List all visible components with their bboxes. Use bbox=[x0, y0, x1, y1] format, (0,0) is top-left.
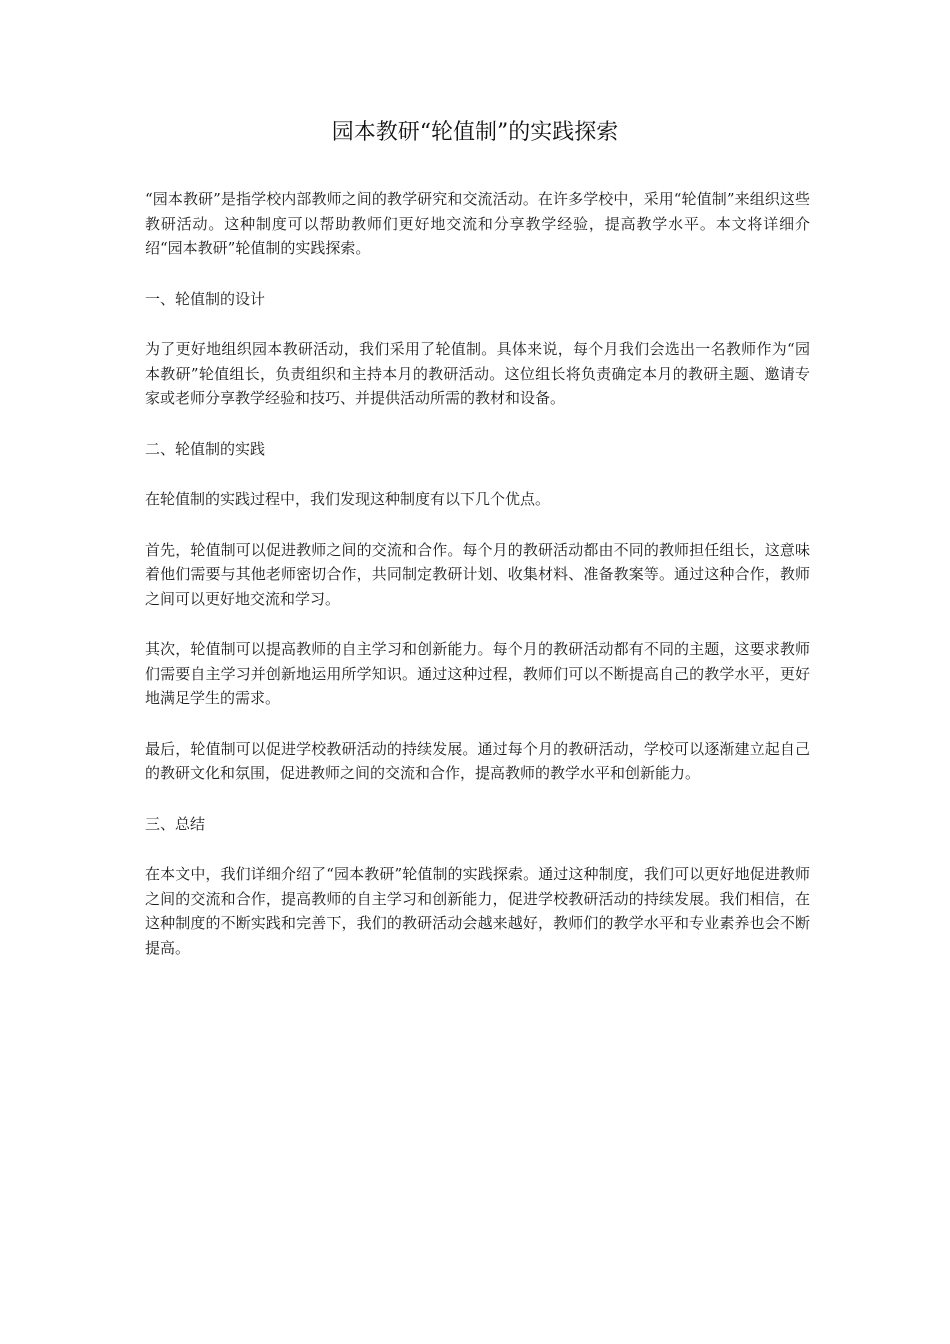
summary-paragraph: 在本文中，我们详细介绍了“园本教研”轮值制的实践探索。通过这种制度，我们可以更好地促进教师之间的交流和合作，提高教师的自主学习和创新能力，促进学校教研活动的持续发展。我们相信，在这种制度的不断实践和完善下，我们的教研活动会越来越好，教师们的教学水平和专业素养也会不断提高。 bbox=[145, 865, 810, 957]
section-heading-design: 一、轮值制的设计 bbox=[145, 289, 266, 308]
design-paragraph: 为了更好地组织园本教研活动，我们采用了轮值制。具体来说，每个月我们会选出一名教师作为“园本教研”轮值组长，负责组织和主持本月的教研活动。这位组长将负责确定本月的教研主题、邀请专家或老师分享教学经验和技巧、并提供活动所需的教材和设备。 bbox=[145, 340, 810, 407]
practice-paragraph-2: 首先，轮值制可以促进教师之间的交流和合作。每个月的教研活动都由不同的教师担任组长，这意味着他们需要与其他老师密切合作，共同制定教研计划、收集材料、准备教案等。通过这种合作，教师之间可以更好地交流和学习。 bbox=[145, 540, 810, 608]
intro-paragraph: “园本教研”是指学校内部教师之间的教学研究和交流活动。在许多学校中，采用“轮值制”来组织这些教研活动。这种制度可以帮助教师们更好地交流和分享教学经验，提高教学水平。本文将详细介绍“园本教研”轮值制的实践探索。 bbox=[145, 190, 810, 257]
section-heading-summary: 三、总结 bbox=[145, 814, 206, 833]
practice-paragraph-3: 其次，轮值制可以提高教师的自主学习和创新能力。每个月的教研活动都有不同的主题，这要求教师们需要自主学习并创新地运用所学知识。通过这种过程，教师们可以不断提高自己的教学水平，更好地满足学生的需求。 bbox=[145, 640, 810, 707]
document-body bbox=[145, 187, 810, 986]
section-heading-practice: 二、轮值制的实践 bbox=[145, 439, 266, 458]
document-title: 园本教研“轮值制”的实践探索 bbox=[331, 120, 619, 145]
practice-paragraph-1: 在轮值制的实践过程中，我们发现这种制度有以下几个优点。 bbox=[145, 490, 551, 508]
practice-paragraph-4: 最后，轮值制可以促进学校教研活动的持续发展。通过每个月的教研活动，学校可以逐渐建立起自己的教研文化和氛围，促进教师之间的交流和合作，提高教师的教学水平和创新能力。 bbox=[145, 739, 810, 782]
